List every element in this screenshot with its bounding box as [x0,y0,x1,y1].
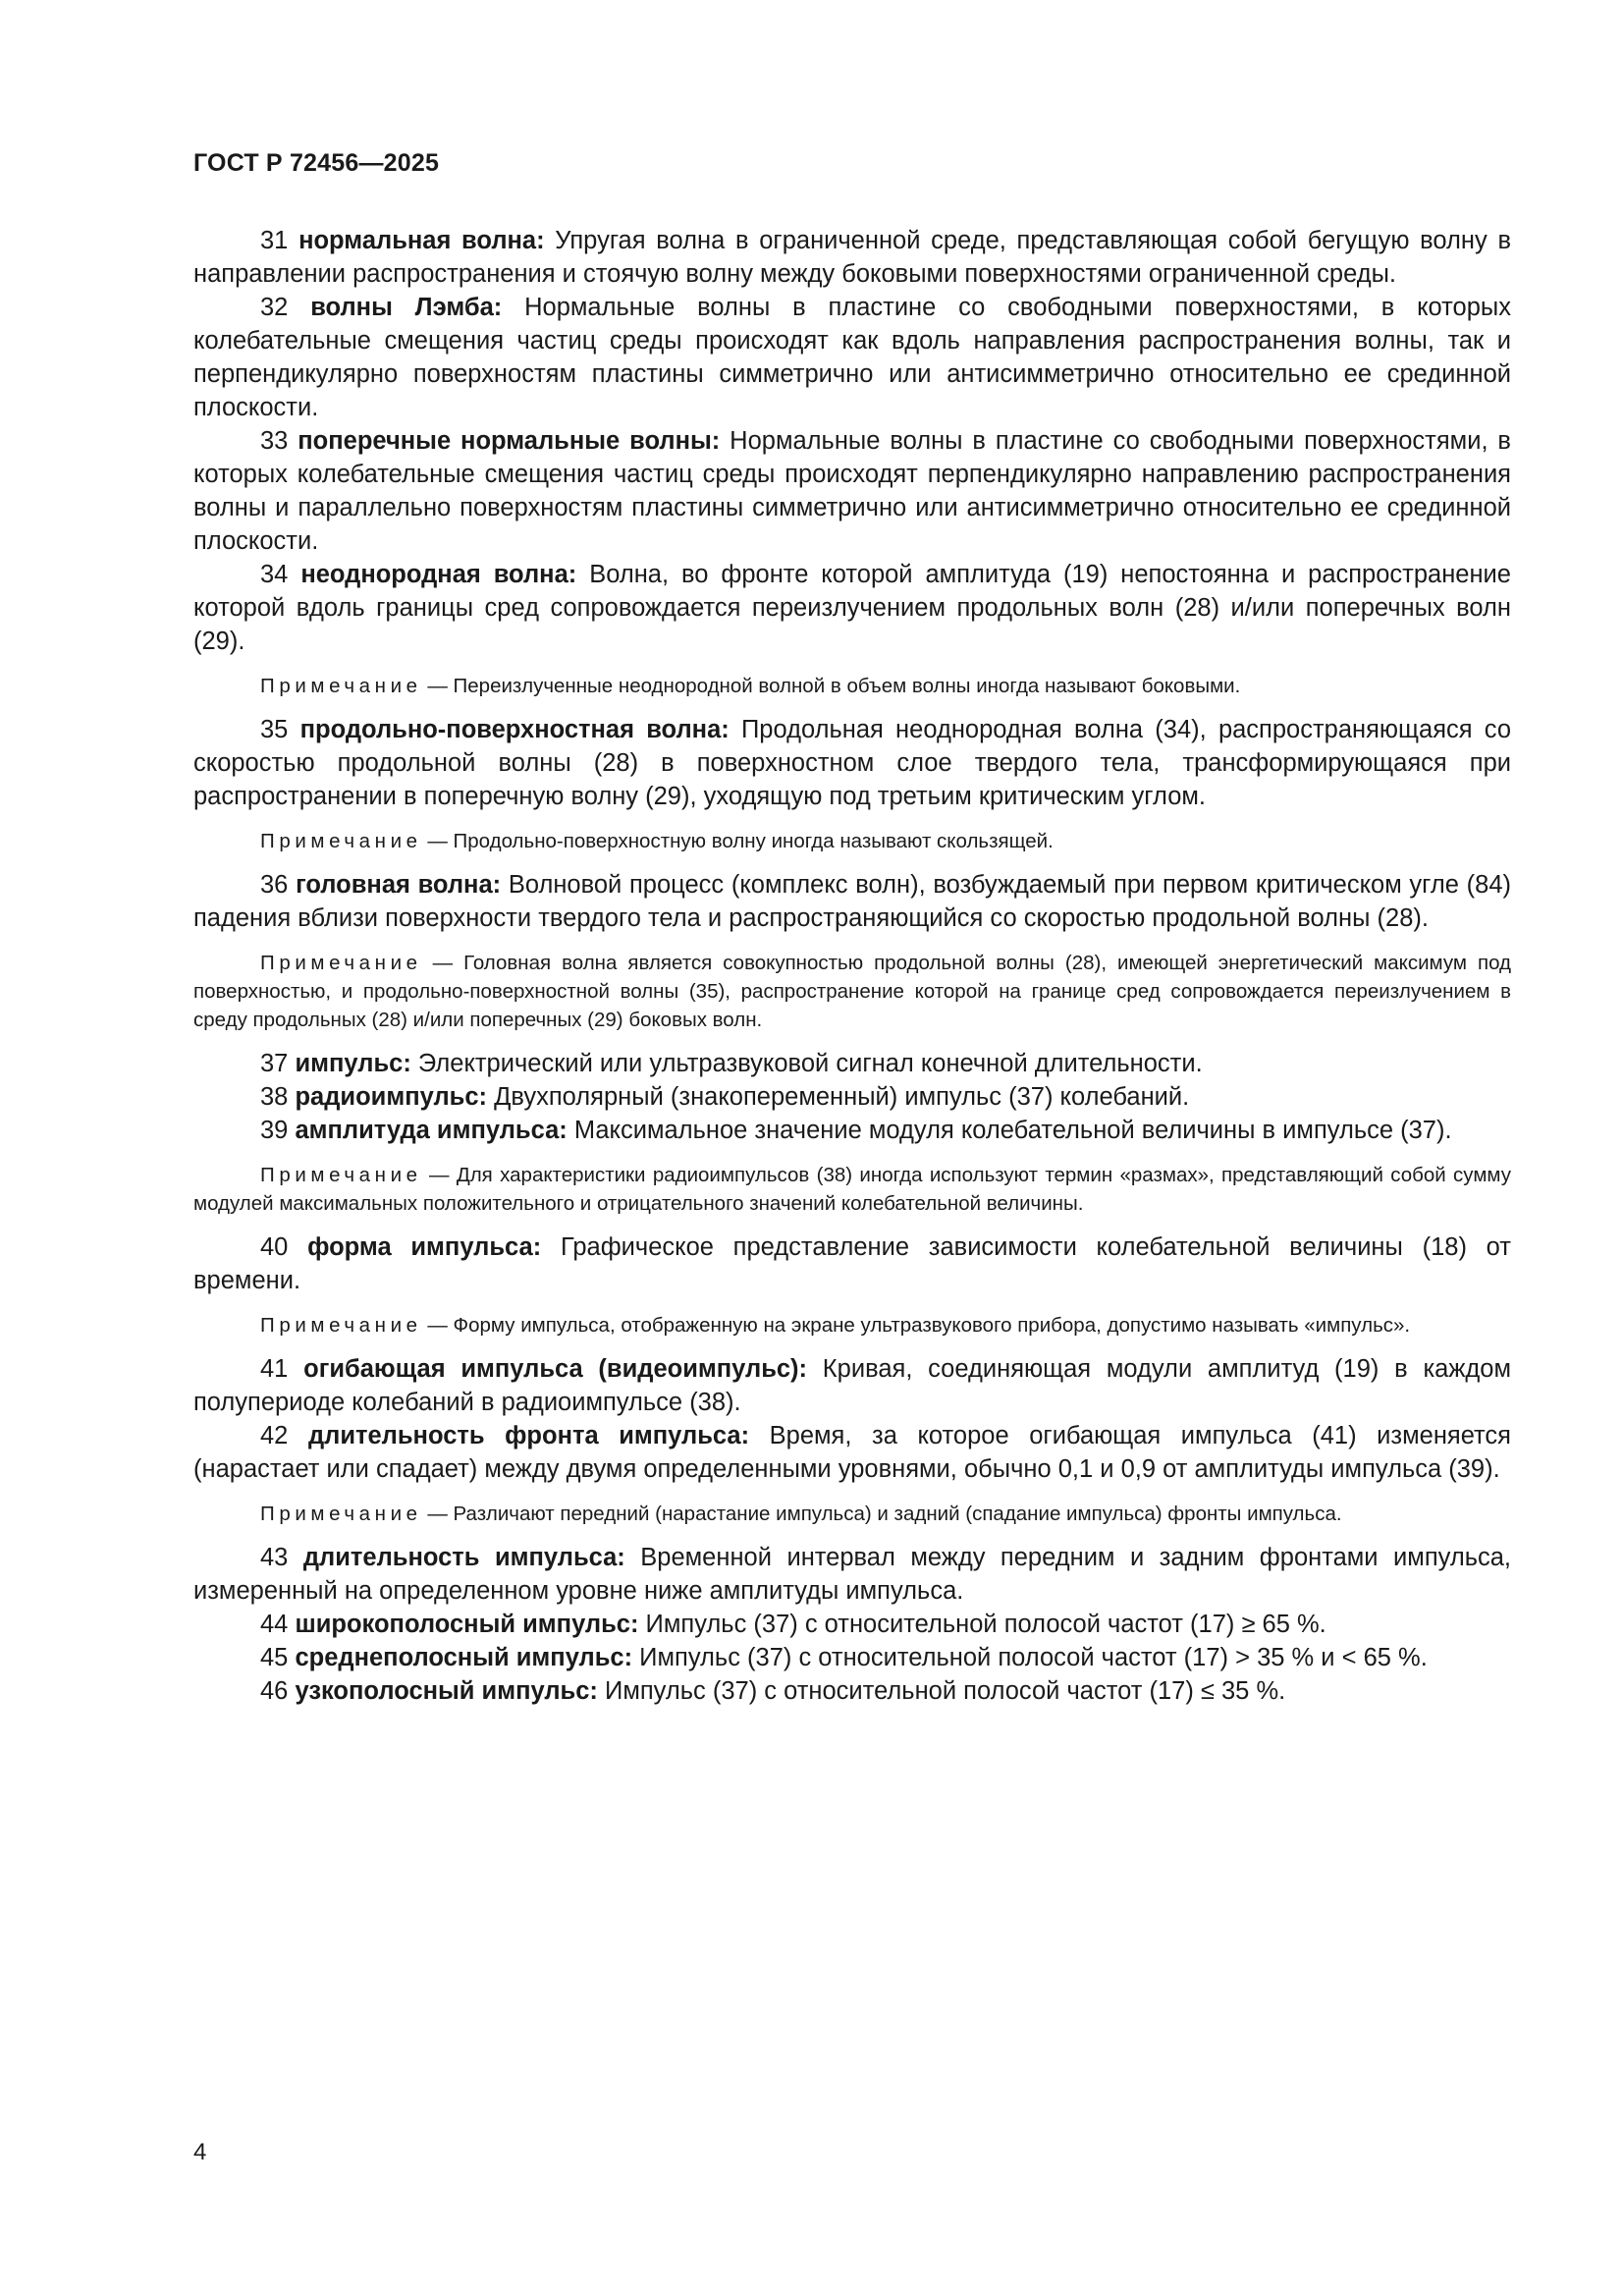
term-entry-45 [193,1641,1511,1674]
note-34 [193,672,1511,700]
term-definition: Графическое представление зависимости колебательной величины (18) от времени. [193,1233,1511,1294]
term-entry-38 [193,1080,1511,1114]
term-entry-46 [193,1674,1511,1708]
note-label: Примечание [260,952,422,974]
note-36 [193,949,1511,1034]
term-title: длительность фронта импульса: [307,1422,750,1449]
term-entry-33 [193,424,1511,558]
term-number: 39 [260,1117,289,1144]
term-number: 34 [260,561,289,588]
term-title: узкополосный импульс: [295,1677,598,1705]
term-entry-37 [193,1047,1511,1080]
term-number: 43 [260,1544,289,1571]
term-number: 41 [260,1355,289,1383]
term-entry-41 [193,1352,1511,1419]
term-title: импульс: [295,1050,411,1077]
term-title: поперечные нормальные волны: [298,427,721,455]
term-number: 46 [260,1677,289,1705]
term-definition: Электрический или ультразвуковой сигнал конечной длительности. [410,1050,1203,1077]
term-number: 32 [260,294,289,321]
term-entry-34 [193,558,1511,658]
term-number: 42 [260,1422,289,1449]
note-text: — Форму импульса, отображенную на экране ультразвукового прибора, допустимо называть «импульс». [421,1314,1411,1337]
term-entry-43 [193,1541,1511,1608]
term-entry-40 [193,1230,1511,1297]
term-number: 38 [260,1083,289,1111]
term-definition: Импульс (37) с относительной полосой частот (17) > 35 % и < 65 %. [632,1644,1428,1671]
term-entry-39 [193,1114,1511,1147]
terms-list [193,224,1511,1708]
term-title: длительность импульса: [302,1544,625,1571]
term-definition: Максимальное значение модуля колебательной величины в импульсе (37). [567,1117,1452,1144]
document-header: ГОСТ Р 72456—2025 [193,149,440,177]
term-title: огибающая импульса (видеоимпульс): [303,1355,808,1383]
term-title: широкополосный импульс: [295,1611,639,1638]
note-text: — Продольно-поверхностную волну иногда называют скользящей. [421,830,1054,852]
term-number: 40 [260,1233,289,1261]
term-definition: Время, за которое огибающая импульса (41) изменяется (нарастает или спадает) между двумя определенными уровнями, обычно 0,1 и 0,9 от амплитуды импульса (39). [193,1422,1511,1483]
term-number: 44 [260,1611,289,1638]
note-35 [193,827,1511,855]
term-number: 35 [260,716,289,743]
term-title: форма импульса: [307,1233,542,1261]
term-title: среднеполосный импульс: [295,1644,633,1671]
term-entry-44 [193,1608,1511,1641]
term-definition: Нормальные волны в пластине со свободными поверхностями, в которых колебательные смещения частиц среды происходят как вдоль направления распространения волны, так и перпендикулярно поверхностям пластины симметрично или антисимметрично относительно ее срединной плоскости. [193,294,1512,421]
term-entry-42 [193,1419,1511,1486]
term-definition: Упругая волна в ограниченной среде, представляющая собой бегущую волну в направлении распространения и стоячую волну между боковыми поверхностями ограниченной среды. [193,227,1511,288]
term-title: волны Лэмба: [310,294,503,321]
note-42 [193,1500,1511,1528]
note-text: — Головная волна является совокупностью продольной волны (28), имеющей энергетический максимум под поверхностью, и продольно-поверхностной волны (35), распространение которой на границе сред сопровождается переизлучением в среду продольных (28) и/или поперечных (29) боковых волн. [193,952,1511,1031]
term-entry-35 [193,713,1511,813]
term-title: продольно-поверхностная волна: [299,716,730,743]
term-definition: Продольная неоднородная волна (34), распространяющаяся со скоростью продольной волны (28) в поверхностном слое твердого тела, трансформирующаяся при распространении в поперечную волну (29), уходящую под третьим критическим углом. [193,716,1511,810]
note-text: — Переизлученные неоднородной волной в объем волны иногда называют боковыми. [421,675,1241,697]
term-definition: Нормальные волны в пластине со свободными поверхностями, в которых колебательные смещения частиц среды происходят перпендикулярно направлению распространения волны и параллельно поверхностям пластины симметрично или антисимметрично относительно ее срединной плоскости. [193,427,1511,555]
term-entry-36 [193,868,1511,935]
term-definition: Временной интервал между передним и задним фронтами импульса, измеренный на определенном уровне ниже амплитуды импульса. [193,1544,1511,1605]
term-number: 37 [260,1050,289,1077]
note-text: — Для характеристики радиоимпульсов (38) иногда используют термин «размах», представляющий собой сумму модулей максимальных положительного и отрицательного значений колебательной величины. [193,1164,1511,1215]
term-definition: Волна, во фронте которой амплитуда (19) непостоянна и распространение которой вдоль границы сред сопровождается переизлучением продольных волн (28) и/или поперечных волн (29). [193,561,1511,655]
note-text: — Различают передний (нарастание импульса) и задний (спадание импульса) фронты импульса. [421,1503,1342,1525]
term-number: 45 [260,1644,289,1671]
term-title: нормальная волна: [298,227,545,254]
note-label: Примечание [260,830,422,852]
term-title: неоднородная волна: [300,561,577,588]
term-entry-32 [193,291,1511,424]
term-title: радиоимпульс: [295,1083,488,1111]
term-title: амплитуда импульса: [295,1117,568,1144]
term-definition: Кривая, соединяющая модули амплитуд (19) в каждом полупериоде колебаний в радиоимпульсе (38). [193,1355,1511,1416]
term-definition: Импульс (37) с относительной полосой частот (17) ≤ 35 %. [597,1677,1286,1705]
page-number: 4 [193,2139,207,2165]
term-number: 33 [260,427,289,455]
term-number: 36 [260,871,289,899]
term-entry-31 [193,224,1511,291]
note-39 [193,1161,1511,1218]
note-label: Примечание [260,1314,422,1337]
note-40 [193,1311,1511,1339]
note-label: Примечание [260,675,422,697]
term-number: 31 [260,227,289,254]
note-label: Примечание [260,1164,422,1186]
term-definition: Импульс (37) с относительной полосой частот (17) ≥ 65 %. [638,1611,1326,1638]
term-title: головная волна: [296,871,502,899]
term-definition: Двухполярный (знакопеременный) импульс (37) колебаний. [487,1083,1190,1111]
term-definition: Волновой процесс (комплекс волн), возбуждаемый при первом критическом угле (84) падения вблизи поверхности твердого тела и распространяющийся со скоростью продольной волны (28). [193,871,1511,932]
note-label: Примечание [260,1503,422,1525]
